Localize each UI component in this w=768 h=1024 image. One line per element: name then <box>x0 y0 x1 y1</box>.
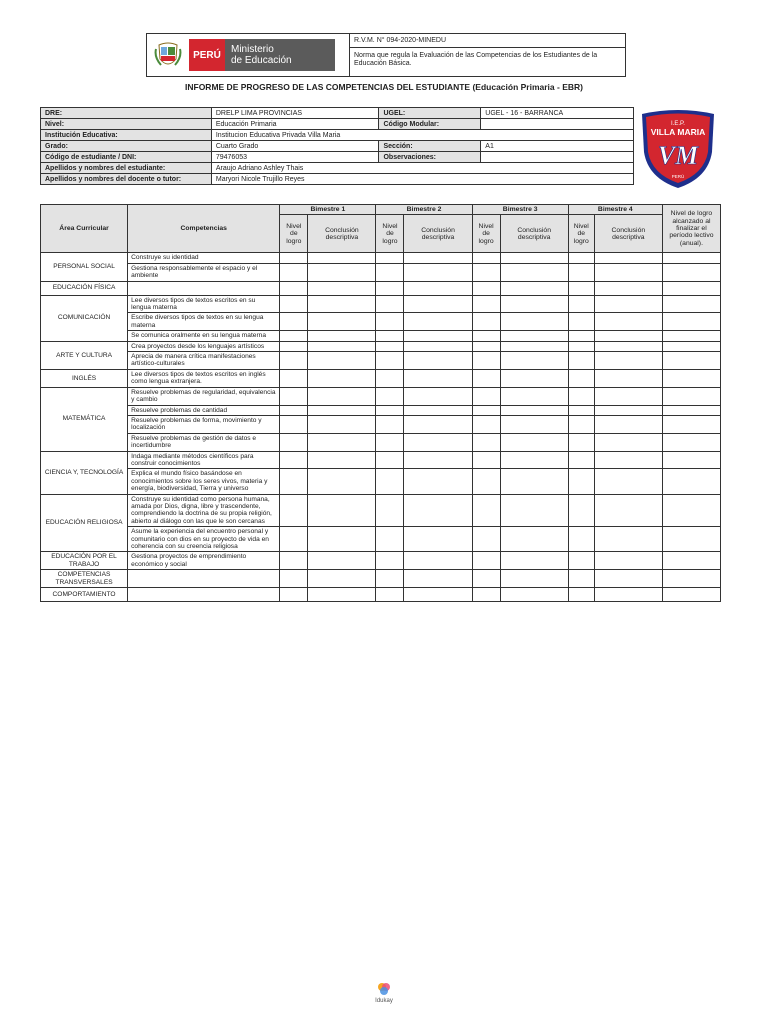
peru-shield-icon <box>153 39 183 71</box>
header-bimestre-3: Bimestre 3 <box>472 205 568 215</box>
conclusion-cell[interactable] <box>308 331 376 341</box>
nivel-logro-cell[interactable] <box>376 352 404 370</box>
nivel-logro-cell[interactable] <box>376 369 404 387</box>
nivel-logro-cell[interactable] <box>376 313 404 331</box>
table-row <box>41 281 721 295</box>
nivel-value: Educación Primaria <box>211 119 379 130</box>
table-row <box>41 369 721 387</box>
conclusion-cell[interactable] <box>500 281 568 295</box>
seccion-value: A1 <box>481 141 634 152</box>
nivel-logro-cell[interactable] <box>376 253 404 263</box>
nivel-logro-cell[interactable] <box>472 527 500 552</box>
ministerio-label <box>225 39 335 71</box>
nivel-final-cell[interactable] <box>662 405 720 415</box>
header-conclusion-b2: Conclusión descriptiva <box>404 215 472 253</box>
nivel-logro-cell[interactable] <box>376 405 404 415</box>
ministerio-line1: Ministerio <box>231 44 274 55</box>
table-row <box>41 331 721 341</box>
conclusion-cell[interactable] <box>308 588 376 602</box>
competencia-cell: Crea proyectos desde los lenguajes artísticos <box>128 341 280 351</box>
conclusion-cell[interactable] <box>308 570 376 588</box>
nivel-final-cell[interactable] <box>662 352 720 370</box>
table-row <box>41 295 721 313</box>
report-title: INFORME DE PROGRESO DE LAS COMPETENCIAS DEL ESTUDIANTE (Educación Primaria - EBR) <box>185 82 583 92</box>
nivel-final-cell[interactable] <box>662 341 720 351</box>
nivel-logro-cell[interactable] <box>376 331 404 341</box>
nivel-logro-cell[interactable] <box>280 451 308 469</box>
conclusion-cell[interactable] <box>594 469 662 494</box>
nivel-logro-cell[interactable] <box>568 331 594 341</box>
header-nivel-b2: Nivel de logro <box>376 215 404 253</box>
nivel-final-cell[interactable] <box>662 469 720 494</box>
nivel-logro-cell[interactable] <box>472 405 500 415</box>
estudiante-value: Araujo Adriano Ashley Thais <box>211 163 633 174</box>
competencia-cell: Resuelve problemas de cantidad <box>128 405 280 415</box>
grado-label: Grado: <box>41 141 212 152</box>
nivel-logro-cell[interactable] <box>472 494 500 527</box>
header-nivel-b1: Nivel de logro <box>280 215 308 253</box>
nivel-logro-cell[interactable] <box>568 263 594 281</box>
school-crest-icon <box>638 108 718 190</box>
nivel-logro-cell[interactable] <box>280 405 308 415</box>
table-row <box>41 494 721 527</box>
header-area: Área Curricular <box>41 205 128 253</box>
nivel-label: Nivel: <box>41 119 212 130</box>
conclusion-cell[interactable] <box>500 263 568 281</box>
conclusion-cell[interactable] <box>404 527 472 552</box>
nivel-logro-cell[interactable] <box>472 331 500 341</box>
header-nivel-final: Nivel de logro alcanzado al finalizar el período lectivo (anual). <box>662 205 720 253</box>
conclusion-cell[interactable] <box>308 552 376 570</box>
idukay-label: Idukay <box>375 998 393 1004</box>
competencia-cell: Asume la experiencia del encuentro personal y comunitario con dios en su proyecto de vida en coherencia con su creencia religiosa <box>128 527 280 552</box>
conclusion-cell[interactable] <box>404 263 472 281</box>
nivel-logro-cell[interactable] <box>376 588 404 602</box>
conclusion-cell[interactable] <box>308 253 376 263</box>
competencia-cell <box>128 281 280 295</box>
conclusion-cell[interactable] <box>594 263 662 281</box>
table-row <box>41 313 721 331</box>
conclusion-cell[interactable] <box>404 570 472 588</box>
conclusion-cell[interactable] <box>500 451 568 469</box>
nivel-logro-cell[interactable] <box>280 281 308 295</box>
nivel-logro-cell[interactable] <box>472 281 500 295</box>
grado-value: Cuarto Grado <box>211 141 379 152</box>
conclusion-cell[interactable] <box>594 313 662 331</box>
nivel-logro-cell[interactable] <box>568 369 594 387</box>
nivel-logro-cell[interactable] <box>568 451 594 469</box>
conclusion-cell[interactable] <box>500 405 568 415</box>
nivel-logro-cell[interactable] <box>472 295 500 313</box>
conclusion-cell[interactable] <box>594 405 662 415</box>
nivel-logro-cell[interactable] <box>280 570 308 588</box>
conclusion-cell[interactable] <box>404 341 472 351</box>
conclusion-cell[interactable] <box>404 387 472 405</box>
obs-label: Observaciones: <box>379 152 481 163</box>
competencia-cell: Gestiona proyectos de emprendimiento económico y social <box>128 552 280 570</box>
area-curricular-cell: EDUCACIÓN POR EL TRABAJO <box>41 552 128 570</box>
nivel-logro-cell[interactable] <box>568 253 594 263</box>
nivel-final-cell[interactable] <box>662 281 720 295</box>
nivel-logro-cell[interactable] <box>376 469 404 494</box>
competencia-cell: Construye su identidad <box>128 253 280 263</box>
conclusion-cell[interactable] <box>308 295 376 313</box>
peru-label: PERÚ <box>189 39 225 71</box>
conclusion-cell[interactable] <box>594 352 662 370</box>
conclusion-cell[interactable] <box>404 281 472 295</box>
codmod-value <box>481 119 634 130</box>
codest-value: 79476053 <box>211 152 379 163</box>
codmod-label: Código Modular: <box>379 119 481 130</box>
nivel-logro-cell[interactable] <box>280 494 308 527</box>
conclusion-cell[interactable] <box>594 552 662 570</box>
conclusion-cell[interactable] <box>308 415 376 433</box>
header-nivel-b4: Nivel de logro <box>568 215 594 253</box>
crest-initials: VM <box>657 141 699 170</box>
conclusion-cell[interactable] <box>404 331 472 341</box>
nivel-logro-cell[interactable] <box>280 331 308 341</box>
nivel-logro-cell[interactable] <box>472 469 500 494</box>
competencia-cell: Indaga mediante métodos científicos para construir conocimientos <box>128 451 280 469</box>
conclusion-cell[interactable] <box>404 313 472 331</box>
minedu-logo <box>147 34 350 76</box>
competencia-cell: Se comunica oralmente en su lengua materna <box>128 331 280 341</box>
conclusion-cell[interactable] <box>308 494 376 527</box>
conclusion-cell[interactable] <box>594 415 662 433</box>
nivel-logro-cell[interactable] <box>472 341 500 351</box>
ie-label: Institución Educativa: <box>41 130 212 141</box>
table-row <box>41 433 721 451</box>
conclusion-cell[interactable] <box>500 331 568 341</box>
conclusion-cell[interactable] <box>308 281 376 295</box>
area-curricular-cell: CIENCIA Y, TECNOLOGÍA <box>41 451 128 494</box>
nivel-final-cell[interactable] <box>662 331 720 341</box>
area-curricular-cell: ARTE Y CULTURA <box>41 341 128 369</box>
conclusion-cell[interactable] <box>404 352 472 370</box>
conclusion-cell[interactable] <box>594 253 662 263</box>
nivel-logro-cell[interactable] <box>472 263 500 281</box>
nivel-logro-cell[interactable] <box>280 369 308 387</box>
nivel-logro-cell[interactable] <box>568 527 594 552</box>
idukay-logo <box>370 982 398 1004</box>
conclusion-cell[interactable] <box>308 352 376 370</box>
conclusion-cell[interactable] <box>308 369 376 387</box>
conclusion-cell[interactable] <box>594 341 662 351</box>
nivel-final-cell[interactable] <box>662 313 720 331</box>
area-curricular-cell: MATEMÁTICA <box>41 387 128 451</box>
nivel-logro-cell[interactable] <box>280 387 308 405</box>
nivel-logro-cell[interactable] <box>472 387 500 405</box>
ie-value: Institucion Educativa Privada Villa Maria <box>211 130 633 141</box>
crest-name: VILLA MARIA <box>650 127 706 137</box>
table-row <box>41 341 721 351</box>
conclusion-cell[interactable] <box>594 451 662 469</box>
conclusion-cell[interactable] <box>308 433 376 451</box>
nivel-final-cell[interactable] <box>662 295 720 313</box>
competencia-cell: Lee diversos tipos de textos escritos en su lengua materna <box>128 295 280 313</box>
table-row <box>41 387 721 405</box>
conclusion-cell[interactable] <box>308 263 376 281</box>
conclusion-cell[interactable] <box>594 588 662 602</box>
competencia-cell: Resuelve problemas de gestión de datos e incertidumbre <box>128 433 280 451</box>
conclusion-cell[interactable] <box>594 527 662 552</box>
nivel-logro-cell[interactable] <box>376 387 404 405</box>
nivel-logro-cell[interactable] <box>472 451 500 469</box>
header-bimestre-1: Bimestre 1 <box>280 205 376 215</box>
nivel-logro-cell[interactable] <box>376 295 404 313</box>
conclusion-cell[interactable] <box>500 570 568 588</box>
nivel-logro-cell[interactable] <box>568 570 594 588</box>
conclusion-cell[interactable] <box>308 469 376 494</box>
nivel-final-cell[interactable] <box>662 387 720 405</box>
conclusion-cell[interactable] <box>500 552 568 570</box>
conclusion-cell[interactable] <box>594 433 662 451</box>
conclusion-cell[interactable] <box>500 369 568 387</box>
nivel-logro-cell[interactable] <box>568 552 594 570</box>
nivel-final-cell[interactable] <box>662 433 720 451</box>
conclusion-cell[interactable] <box>404 469 472 494</box>
nivel-logro-cell[interactable] <box>280 341 308 351</box>
nivel-final-cell[interactable] <box>662 263 720 281</box>
nivel-logro-cell[interactable] <box>568 352 594 370</box>
docente-label: Apellidos y nombres del docente o tutor: <box>41 174 212 185</box>
conclusion-cell[interactable] <box>500 341 568 351</box>
competencia-cell <box>128 570 280 588</box>
nivel-final-cell[interactable] <box>662 527 720 552</box>
competencias-table <box>40 204 721 602</box>
conclusion-cell[interactable] <box>594 295 662 313</box>
nivel-logro-cell[interactable] <box>280 552 308 570</box>
conclusion-cell[interactable] <box>404 451 472 469</box>
competencia-cell: Explica el mundo físico basándose en conocimientos sobre los seres vivos, materia y energía, biodiversidad, Tierra y universo <box>128 469 280 494</box>
conclusion-cell[interactable] <box>500 295 568 313</box>
table-row <box>41 570 721 588</box>
conclusion-cell[interactable] <box>500 313 568 331</box>
docente-value: Maryori Nicole Trujillo Reyes <box>211 174 633 185</box>
nivel-logro-cell[interactable] <box>280 295 308 313</box>
conclusion-cell[interactable] <box>500 352 568 370</box>
table-row <box>41 451 721 469</box>
conclusion-cell[interactable] <box>500 494 568 527</box>
conclusion-cell[interactable] <box>500 433 568 451</box>
competencia-cell: Resuelve problemas de regularidad, equivalencia y cambio <box>128 387 280 405</box>
table-row <box>41 527 721 552</box>
nivel-logro-cell[interactable] <box>568 588 594 602</box>
document-header <box>146 33 626 77</box>
table-row <box>41 415 721 433</box>
area-curricular-cell: INGLÉS <box>41 369 128 387</box>
conclusion-cell[interactable] <box>594 369 662 387</box>
conclusion-cell[interactable] <box>308 341 376 351</box>
nivel-logro-cell[interactable] <box>472 352 500 370</box>
conclusion-cell[interactable] <box>404 552 472 570</box>
competencia-cell: Gestiona responsablemente el espacio y el ambiente <box>128 263 280 281</box>
table-row <box>41 469 721 494</box>
conclusion-cell[interactable] <box>500 469 568 494</box>
conclusion-cell[interactable] <box>404 415 472 433</box>
nivel-logro-cell[interactable] <box>568 415 594 433</box>
conclusion-cell[interactable] <box>404 405 472 415</box>
conclusion-cell[interactable] <box>500 253 568 263</box>
nivel-final-cell[interactable] <box>662 451 720 469</box>
competencia-cell: Construye su identidad como persona humana, amada por Dios, digna, libre y trascendente, comprendiendo la doctrina de su propia religión, abierto al diálogo con las que le son cercanas <box>128 494 280 527</box>
header-competencias: Competencias <box>128 205 280 253</box>
nivel-logro-cell[interactable] <box>472 552 500 570</box>
nivel-final-cell[interactable] <box>662 570 720 588</box>
area-curricular-cell: COMUNICACIÓN <box>41 295 128 341</box>
ugel-value: UGEL - 16 - BARRANCA <box>481 108 634 119</box>
table-row <box>41 263 721 281</box>
header-bimestre-2: Bimestre 2 <box>376 205 472 215</box>
nivel-logro-cell[interactable] <box>568 313 594 331</box>
nivel-final-cell[interactable] <box>662 494 720 527</box>
nivel-final-cell[interactable] <box>662 415 720 433</box>
nivel-logro-cell[interactable] <box>568 281 594 295</box>
conclusion-cell[interactable] <box>500 415 568 433</box>
nivel-logro-cell[interactable] <box>376 552 404 570</box>
nivel-logro-cell[interactable] <box>472 588 500 602</box>
nivel-logro-cell[interactable] <box>568 494 594 527</box>
area-curricular-cell: EDUCACIÓN FÍSICA <box>41 281 128 295</box>
nivel-logro-cell[interactable] <box>376 433 404 451</box>
nivel-logro-cell[interactable] <box>376 281 404 295</box>
table-row <box>41 588 721 602</box>
nivel-final-cell[interactable] <box>662 588 720 602</box>
competencia-cell: Lee diversos tipos de textos escritos en inglés como lengua extranjera. <box>128 369 280 387</box>
nivel-logro-cell[interactable] <box>280 588 308 602</box>
nivel-logro-cell[interactable] <box>472 313 500 331</box>
nivel-logro-cell[interactable] <box>376 451 404 469</box>
conclusion-cell[interactable] <box>404 295 472 313</box>
crest-bottom-text: PERÚ <box>671 174 685 179</box>
conclusion-cell[interactable] <box>404 369 472 387</box>
student-info-table <box>40 107 634 185</box>
nivel-logro-cell[interactable] <box>568 469 594 494</box>
nivel-logro-cell[interactable] <box>376 527 404 552</box>
conclusion-cell[interactable] <box>404 433 472 451</box>
conclusion-cell[interactable] <box>308 313 376 331</box>
seccion-label: Sección: <box>379 141 481 152</box>
nivel-logro-cell[interactable] <box>568 295 594 313</box>
norma-text: Norma que regula la Evaluación de las Competencias de los Estudiantes de la Educación Básica. <box>354 52 598 67</box>
nivel-final-cell[interactable] <box>662 369 720 387</box>
dre-value: DRELP LIMA PROVINCIAS <box>211 108 379 119</box>
nivel-logro-cell[interactable] <box>472 433 500 451</box>
conclusion-cell[interactable] <box>404 253 472 263</box>
crest-top-text: I.E.P. <box>671 121 685 127</box>
header-bimestre-4: Bimestre 4 <box>568 205 662 215</box>
table-row <box>41 253 721 263</box>
conclusion-cell[interactable] <box>594 331 662 341</box>
area-curricular-cell: COMPETENCIAS TRANSVERSALES <box>41 570 128 588</box>
nivel-logro-cell[interactable] <box>280 352 308 370</box>
nivel-logro-cell[interactable] <box>472 570 500 588</box>
competencia-cell: Aprecia de manera crítica manifestaciones artístico-culturales <box>128 352 280 370</box>
table-row <box>41 405 721 415</box>
conclusion-cell[interactable] <box>404 494 472 527</box>
idukay-icon <box>377 982 391 996</box>
nivel-logro-cell[interactable] <box>472 415 500 433</box>
nivel-logro-cell[interactable] <box>568 341 594 351</box>
nivel-final-cell[interactable] <box>662 552 720 570</box>
nivel-logro-cell[interactable] <box>568 405 594 415</box>
nivel-logro-cell[interactable] <box>376 570 404 588</box>
estudiante-label: Apellidos y nombres del estudiante: <box>41 163 212 174</box>
nivel-logro-cell[interactable] <box>376 415 404 433</box>
nivel-final-cell[interactable] <box>662 253 720 263</box>
conclusion-cell[interactable] <box>500 588 568 602</box>
ministerio-line2: de Educación <box>231 55 292 66</box>
nivel-logro-cell[interactable] <box>376 494 404 527</box>
nivel-logro-cell[interactable] <box>280 415 308 433</box>
nivel-logro-cell[interactable] <box>376 263 404 281</box>
header-conclusion-b3: Conclusión descriptiva <box>500 215 568 253</box>
competencia-cell: Escribe diversos tipos de textos en su lengua materna <box>128 313 280 331</box>
conclusion-cell[interactable] <box>594 281 662 295</box>
nivel-logro-cell[interactable] <box>280 433 308 451</box>
nivel-logro-cell[interactable] <box>280 527 308 552</box>
conclusion-cell[interactable] <box>594 570 662 588</box>
nivel-logro-cell[interactable] <box>472 369 500 387</box>
competencia-cell <box>128 588 280 602</box>
ugel-label: UGEL: <box>379 108 481 119</box>
codest-label: Código de estudiante / DNI: <box>41 152 212 163</box>
conclusion-cell[interactable] <box>308 451 376 469</box>
obs-value <box>481 152 634 163</box>
conclusion-cell[interactable] <box>500 387 568 405</box>
nivel-logro-cell[interactable] <box>472 253 500 263</box>
nivel-logro-cell[interactable] <box>568 387 594 405</box>
nivel-logro-cell[interactable] <box>280 263 308 281</box>
dre-label: DRE: <box>41 108 212 119</box>
conclusion-cell[interactable] <box>308 405 376 415</box>
competencia-cell: Resuelve problemas de forma, movimiento y localización <box>128 415 280 433</box>
nivel-logro-cell[interactable] <box>280 253 308 263</box>
nivel-logro-cell[interactable] <box>280 469 308 494</box>
conclusion-cell[interactable] <box>594 494 662 527</box>
rvm-number: R.V.M. N° 094-2020-MINEDU <box>350 34 625 48</box>
nivel-logro-cell[interactable] <box>376 341 404 351</box>
conclusion-cell[interactable] <box>500 527 568 552</box>
area-curricular-cell: EDUCACIÓN RELIGIOSA <box>41 494 128 552</box>
conclusion-cell[interactable] <box>404 588 472 602</box>
table-row <box>41 352 721 370</box>
area-curricular-cell: PERSONAL SOCIAL <box>41 253 128 281</box>
conclusion-cell[interactable] <box>594 387 662 405</box>
header-conclusion-b1: Conclusión descriptiva <box>308 215 376 253</box>
nivel-logro-cell[interactable] <box>568 433 594 451</box>
table-row <box>41 552 721 570</box>
area-curricular-cell: COMPORTAMIENTO <box>41 588 128 602</box>
conclusion-cell[interactable] <box>308 387 376 405</box>
conclusion-cell[interactable] <box>308 527 376 552</box>
header-nivel-b3: Nivel de logro <box>472 215 500 253</box>
header-conclusion-b4: Conclusión descriptiva <box>594 215 662 253</box>
nivel-logro-cell[interactable] <box>280 313 308 331</box>
